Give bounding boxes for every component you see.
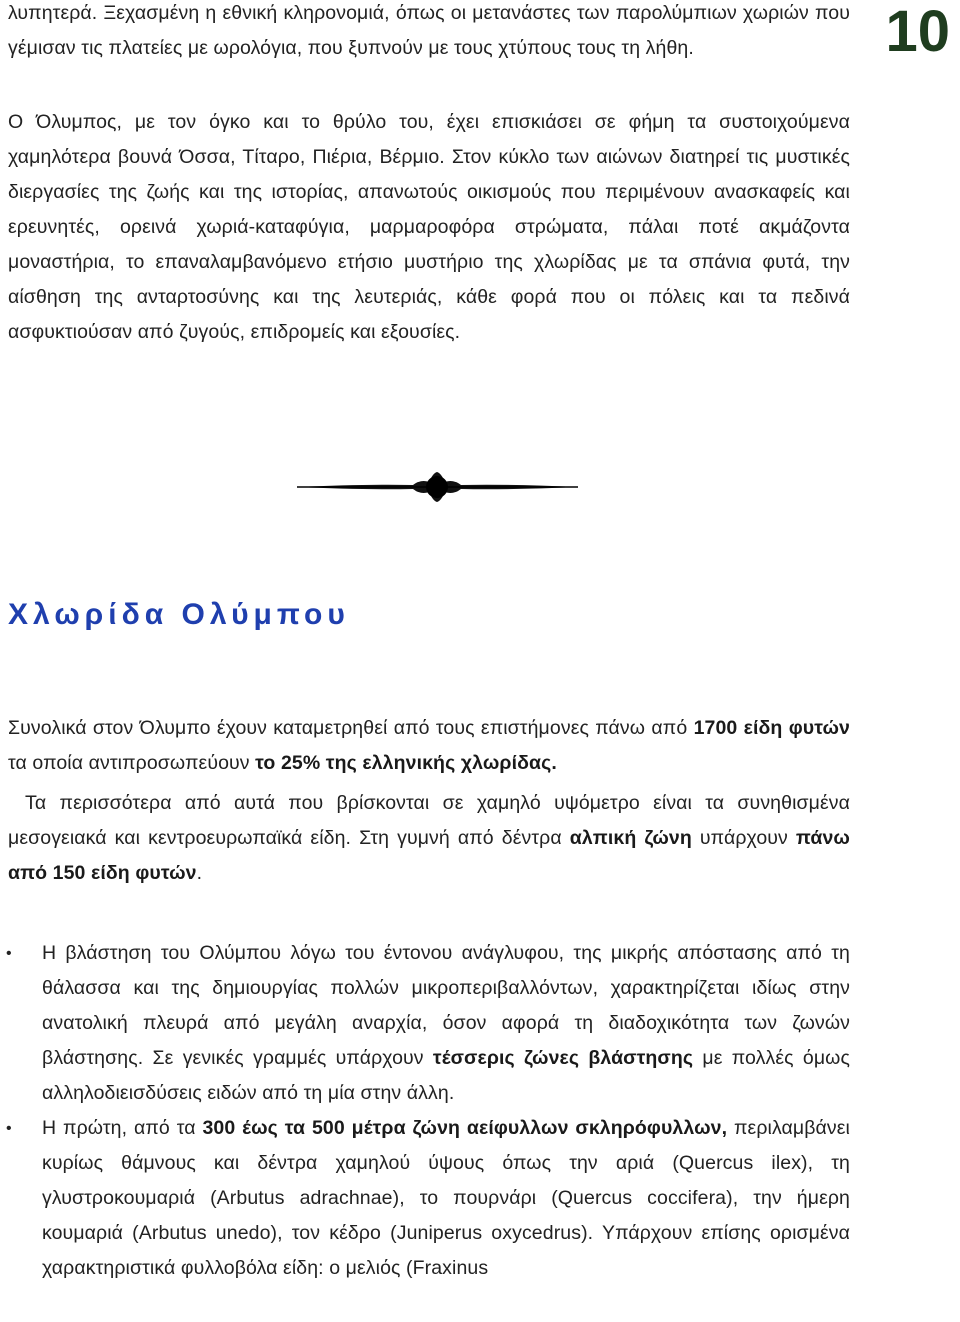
flora-highlight: το 25% της ελληνικής χλωρίδας. [255, 752, 557, 774]
flora-text: Τα περισσότερα από αυτά που βρίσκονται σε χαμηλό υψόμετρο είναι τα συνηθισμένα μεσογειακά και κεντροευρωπαϊκά είδη. Στη γυμνή από δέντρα [8, 792, 850, 849]
list-item-highlight: 300 έως τα 500 μέτρα ζώνη αείφυλλων σκληρόφυλλων, [202, 1117, 728, 1139]
list-item-text: Η βλάστηση του Ολύμπου λόγω του έντονου ανάγλυφου, της μικρής απόστασης από τη θάλασσα και της δημιουργίας πολλών μικροπεριβαλλόντων, χαρακτηρίζεται ιδίως στην ανατολική πλευρά από μεγάλη αναρχία, όσον αφορά τη διαδοχικότητα των ζωνών βλάστησης. Σε γενικές γραμμές υπάρχουν [42, 942, 850, 1069]
list-item [0, 936, 850, 1111]
flora-text: Συνολικά στον Όλυμπο έχουν καταμετρηθεί από τους επιστήμονες πάνω από [8, 717, 694, 739]
list-item-highlight: τέσσερις ζώνες βλάστησης [432, 1047, 694, 1069]
bullet-icon: • [6, 1120, 12, 1137]
intro-paragraph-1: λυπητερά. Ξεχασμένη η εθνική κληρονομιά, όπως οι μετανάστες των παρολύμπιων χωριών που γέμισαν τις πλατείες με ωρολόγια, που ξυπνούν με τους χτύπους τους τη λήθη. [8, 2, 850, 59]
flora-highlight: 1700 είδη φυτών [693, 717, 851, 739]
list-item-text: Η πρώτη, από τα [42, 1117, 203, 1139]
list-item [0, 1111, 850, 1286]
page-number: 10 [885, 0, 950, 64]
section-title: Χλωρίδα Ολύμπου [8, 598, 350, 631]
bullet-icon: • [6, 945, 12, 962]
list-item-text: με πολλές όμως αλληλοδιεισδύσεις ειδών από τη μία στην άλλη. [42, 1047, 850, 1104]
intro-paragraph-2: Ο Όλυμπος, με τον όγκο και το θρύλο του, έχει επισκιάσει σε φήμη τα συστοιχούμενα χαμηλότερα βουνά Όσσα, Τίταρο, Πιέρια, Βέρμιο. Στον κύκλο των αιώνων διατηρεί τις μυστικές διεργασίες της ζωής και της ιστορίας, απανωτούς οικισμούς που περιμένουν ανασκαφείς και ερευνητές, ορεινά χωριά-καταφύγια, μαρμαροφόρα στρώματα, πάλαι ποτέ ακμάζοντα μοναστήρια, το επαναλαμβανόμενο ετήσιο μυστήριο της χλωρίδας με τα σπάνια φυτά, την αίσθηση της ανταρτοσύνης και της λευτεριάς, κάθε φορά που οι πόλεις και τα πεδινά ασφυκτιούσαν από ζυγούς, επιδρομείς και εξουσίες. [8, 111, 850, 343]
flora-text: τα οποία αντιπροσωπεύουν [8, 752, 256, 774]
flora-text: . [196, 862, 203, 884]
flora-paragraph-2 [8, 786, 850, 891]
ornament-divider-icon [295, 465, 580, 509]
list-item-text: περιλαμβάνει κυρίως θάμνους και δέντρα χαμηλού ύψους όπως την αριά (Quercus ilex), τη γλυστροκουμαριά (Arbutus adrachnae), το πουρνάρι (Quercus coccifera), την ήμερη κουμαριά (Arbutus unedo), τον κέδρο (Juniperus oxycedrus). Υπάρχουν επίσης ορισμένα χαρακτηριστικά φυλλοβόλα είδη: ο μελιός (Fraxinus [42, 1117, 850, 1279]
flora-paragraph-1 [8, 711, 850, 781]
vegetation-zones-list [0, 936, 850, 1286]
flora-text: υπάρχουν [691, 827, 796, 849]
flora-highlight: πάνω από 150 είδη φυτών [8, 827, 850, 884]
flora-highlight: αλπική ζώνη [569, 827, 692, 849]
